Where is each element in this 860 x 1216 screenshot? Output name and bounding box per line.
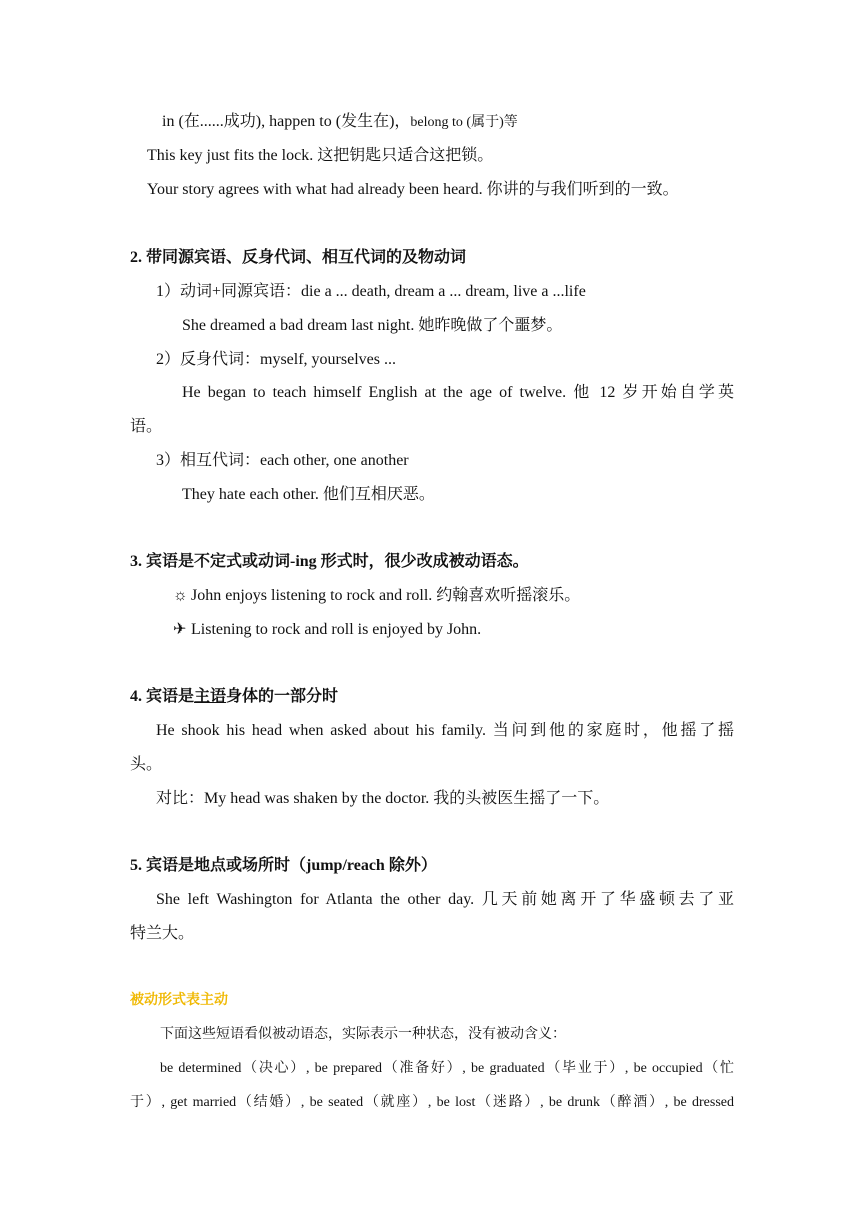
subsection-item: 2）反身代词：myself, yourselves ... — [156, 351, 396, 368]
section-heading-5: 5. 宾语是地点或场所时（jump/reach 除外） — [130, 857, 437, 874]
example-sentence: He shook his head when asked about his family. 当问到他的家庭时，他摇了摇 — [156, 722, 734, 739]
example-sentence: This key just fits the lock. 这把钥匙只适合这把锁。 — [147, 147, 494, 164]
section-heading-2: 2. 带同源宾语、反身代词、相互代词的及物动词 — [130, 249, 467, 266]
example-sentence: He began to teach himself English at the age of twelve. 他 12 岁开始自学英 — [182, 384, 734, 401]
note-line: be determined（决心）, be prepared（准备好）, be graduated（毕业于）, be occupied（忙 — [160, 1061, 734, 1076]
heading-part: 4. 宾语是 — [130, 688, 195, 705]
example-sentence: She dreamed a bad dream last night. 她昨晚做了个噩梦。 — [182, 317, 563, 334]
example-text: Listening to rock and roll is enjoyed by John. — [191, 621, 482, 638]
example-sentence: Your story agrees with what had already been heard. 你讲的与我们听到的一致。 — [147, 181, 679, 198]
heading-part: 身体的一部分时 — [226, 688, 339, 705]
example-sentence — [173, 586, 580, 606]
comparison-sentence: 对比：My head was shaken by the doctor. 我的头被医生摇了一下。 — [156, 790, 610, 807]
example-sentence-cont: 头。 — [130, 756, 163, 773]
section-heading-4 — [130, 687, 338, 707]
note-line: 下面这些短语看似被动语态，实际表示一种状态，没有被动含义： — [160, 1027, 566, 1042]
note-line: 于）, get married（结婚）, be seated（就座）, be lost（迷路）, be drunk（醉酒）, be dressed — [130, 1095, 734, 1110]
heading-underlined: 主语 — [194, 688, 227, 705]
topic-heading: 被动形式表主动 — [130, 993, 228, 1008]
example-sentence — [173, 620, 481, 640]
example-sentence-cont: 语。 — [130, 418, 163, 435]
example-sentence: She left Washington for Atlanta the other day. 几天前她离开了华盛顿去了亚 — [156, 891, 734, 908]
section-heading-3: 3. 宾语是不定式或动词-ing 形式时，很少改成被动语态。 — [130, 553, 529, 570]
example-text: John enjoys listening to rock and roll. 约翰喜欢听摇滚乐。 — [191, 587, 581, 604]
subsection-item: 1）动词+同源宾语：die a ... death, dream a ... dream, live a ...life — [156, 283, 586, 300]
subsection-item: 3）相互代词：each other, one another — [156, 452, 409, 469]
example-sentence: They hate each other. 他们互相厌恶。 — [182, 486, 435, 503]
airplane-icon: ✈ — [173, 621, 187, 638]
sun-icon: ☼ — [173, 587, 188, 604]
text-line-main: in (在......成功), happen to (发生在)， — [162, 113, 411, 130]
text-line-small: belong to (属于)等 — [410, 115, 518, 130]
example-sentence-cont: 特兰大。 — [130, 925, 195, 942]
text-line — [162, 112, 518, 133]
